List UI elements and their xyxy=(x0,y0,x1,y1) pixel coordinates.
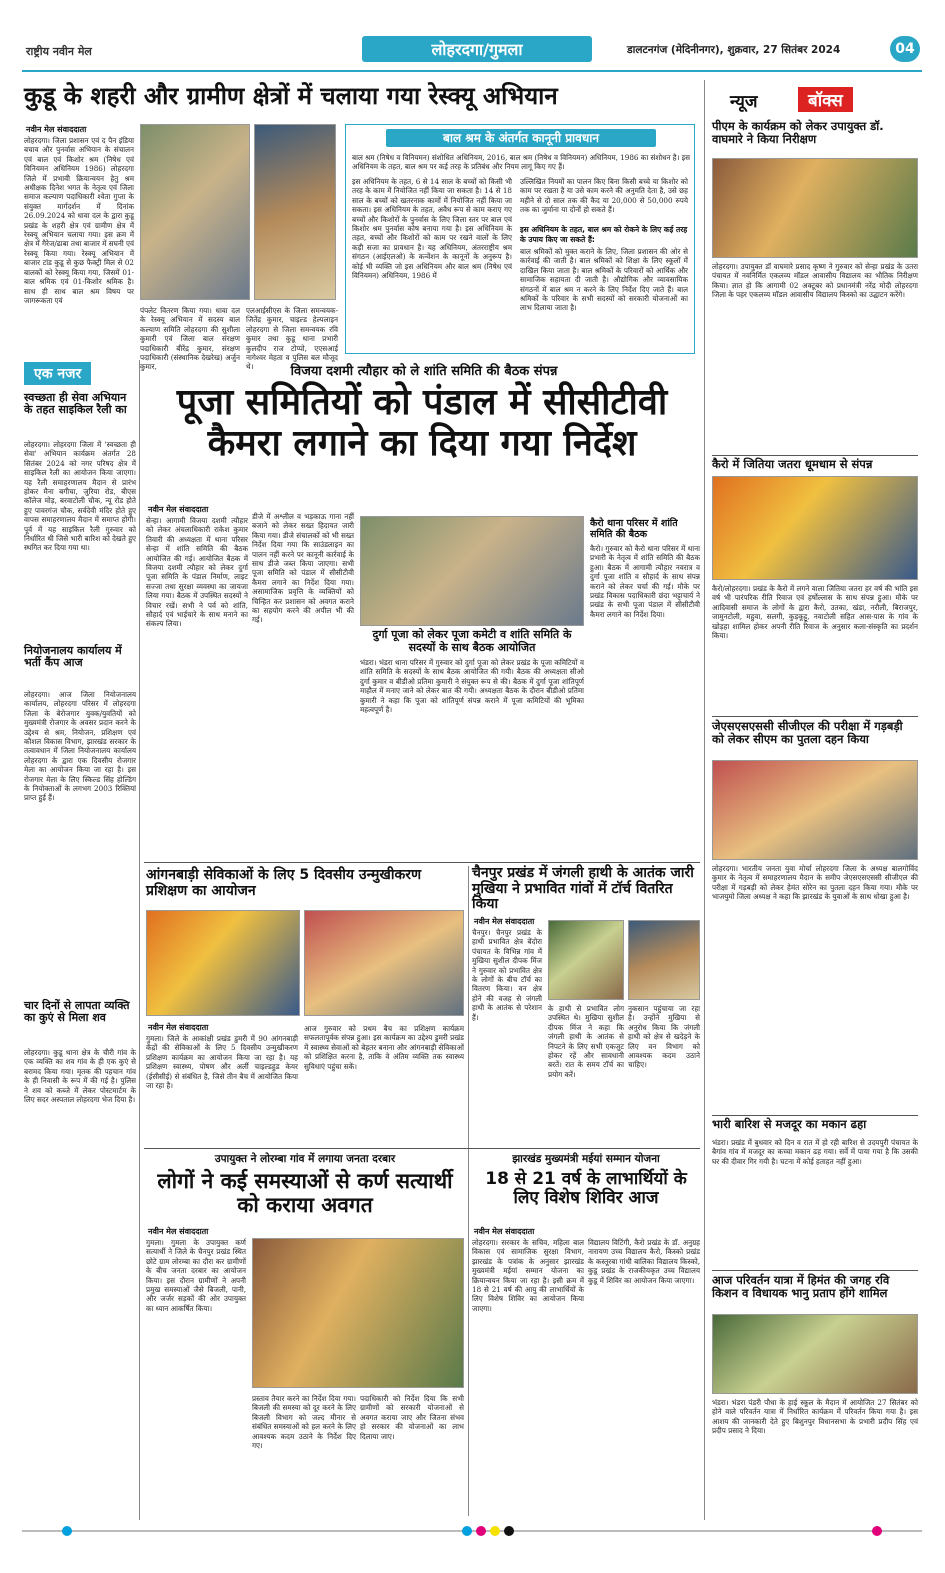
shivir-strap: झारखंड मुख्यमंत्री मईयां सम्मान योजना xyxy=(512,1153,660,1165)
puja-col3: भंडरा। भंडरा थाना परिसर में गुरुवार को दुर्गा पूजा को लेकर प्रखंड के पूजा कमिटियों व शांति समिति के सदस्यों के साथ बैठक आयोजित की गयी। बैठक की अध्यक्षता सीओ दुर्गा कुमार व बीडीओ प्रतिमा कुमारी ने संयुक्त रूप से की। बैठक में दुर्गा पूजा शांतिपूर्ण माहौल में मनाए जाने को लेकर बात की गयी। अध्यक्षता बैठक के दौरान बीडीओ प्रतिमा कुमारी ने कहा कि पूजा को शांतिपूर्ण संपन्न कराने में पूजा कमिटियों की भूमिका महत्वपूर्ण है। xyxy=(360,658,584,715)
legal-box-col1: इस अधिनियम के तहत, 6 से 14 साल के बच्चों को किसी भी तरह के काम में नियोजित नहीं किया जा सकता है। 14 से 18 साल के बच्चों को खतरनाक कामों में नियोजित नहीं किया जा सकता। इस अधिनियम के तहत, अवैध रूप से काम कराए गए बच्चों और किशोरों के पुनर्वास के लिए जिला स्तर पर बाल एवं किशोर श्रम पुनर्वास कोष बनाया गया है। इस अधिनियम के तहत, बच्चों और किशोरों को काम पर रखने वालों के लिए कड़ी सजा का प्रावधान है। यह अधिनियम, अंतरराष्ट्रीय श्रम संगठन (आईएलओ) के कन्वेंशन के कानूनों के अनुरूप है। कोई भी व्यक्ति जो इस अधिनियम और बाल श्रम (निषेध एवं विनियमन) अधिनियम, 1986 में xyxy=(352,177,512,281)
elephant-photo-1 xyxy=(548,920,624,1000)
nb-rule-1 xyxy=(712,455,918,456)
puja-byline: नवीन मेल संवाददाता xyxy=(148,505,209,514)
elephant-photo-2 xyxy=(628,920,700,1000)
magenta-dot xyxy=(476,1526,486,1536)
nb-rule-4 xyxy=(712,1270,918,1271)
magenta-dot-right xyxy=(872,1526,882,1536)
nb-item-3-photo xyxy=(712,760,918,860)
footer-rule xyxy=(22,1530,922,1532)
yellow-dot xyxy=(490,1526,500,1536)
elephant-col3: नुकसान पहुंचाया जा रहा है। उन्होंने मुखिया से अनुरोध किया कि जंगली हाथी को क्षेत्र से खदेड़ने के लिए वन विभाग को आवश्यक कदम उठाने चाहिए। xyxy=(628,1004,700,1070)
news-box-label-dark: न्यूज xyxy=(730,92,758,112)
masthead xyxy=(22,34,922,68)
anganbadi-col1: गुमला। जिले के आकांक्षी प्रखंड डुमरी में 90 आंगनबाड़ी केंद्रों की सेविकाओं के लिए 5 दिवसीय उन्मुखीकरण प्रशिक्षण कार्यक्रम का आयोजन किया जा रहा है। यह प्रशिक्षण स्वास्थ्य, पोषण और अर्ली चाइल्डहुड केयर (ईसीसीई) से संबंधित है, जिसे तीन बैच में आयोजित किया जा रहा है। xyxy=(146,1034,298,1091)
legal-box-col2b: बाल श्रमिकों को मुक्त कराने के लिए, जिला प्रशासन की ओर से कार्रवाई की जाती है। बाल श्रमिकों को शिक्षा के लिए स्कूलों में दाखिल किया जाता है। बाल श्रमिकों के परिवारों को आर्थिक और सामाजिक सहायता दी जाती है। औद्योगिक और व्यावसायिक संगठनों में बाल श्रम न करने के लिए निर्देश दिए जाते हैं। बाल श्रमिकों के परिवार के सभी सदस्यों को सरकारी योजनाओं का लाभ दिलाया जाता है। xyxy=(520,247,688,313)
nb-item-2-body: कैरो/लोहरदगा। प्रखंड के कैरो में लगने वाला जितिया जतरा हर वर्ष की भांति इस वर्ष भी पारंपरिक रीति रिवाज एवं हर्षोल्लास के साथ संपन्न हुआ। मौके पर आदिवासी समाज के लोगों के द्वारा कैरो, उतका, खंडा, नरौली, बिराजपुर, जामुनटोली, महुवा, सलगी, कुड़कूट्टू, नवाटोली सहित आस-पास के गांव के खोड़हा शामिल होकर अपनी रीति रिवाज के अनुसार कला-संस्कृति का प्रदर्शन किया। xyxy=(712,584,918,641)
nb-item-4-body: भंडरा। प्रखंड में बुधवार को दिन व रात में हो रही बारिश से उदयपुरी पंचायत के बैगांव गांव में मजदूर का कच्चा मकान ढह गया। सर्वे में पाया गया है कि उसकी घर की दीवार गिर गयी है। घटना में कोई हताहत नहीं हुआ। xyxy=(712,1138,918,1166)
ek-nazar-item-3-title: चार दिनों से लापता व्यक्ति का कुएं से मिला शव xyxy=(24,999,130,1025)
puja-col4: कैरो। गुरुवार को कैरो थाना परिसर में थाना प्रभारी के नेतृत्व में शांति समिति की बैठक हुआ। बैठक में आगामी त्यौहार नवरात्र व दुर्गा पूजा शांति व सौहार्द के साथ संपन्न कराने को लेकर चर्चा की गई। मौके पर प्रखंड विकास पदाधिकारी छंदा भट्टाचार्य ने प्रखंड के सभी पूजा पंडाल में सीसीटीवी कैमरा लगाने का निर्देश दिया। xyxy=(590,544,700,619)
nb-rule-2 xyxy=(712,716,918,717)
anganbadi-photo-1 xyxy=(146,910,300,1016)
puja-headline: पूजा समितियों को पंडाल में सीसीटीवी कैमरा लगाने का दिया गया निर्देश xyxy=(176,382,668,465)
mid-rule-h xyxy=(144,1148,700,1149)
lead-headline: कुडू के शहरी और ग्रामीण क्षेत्रों में चलाया गया रेस्क्यू अभियान xyxy=(24,82,558,110)
nb-rule-3 xyxy=(712,1115,918,1116)
lead-body: लोहरदगा। जिला प्रशासन एवं द पैन इंडिया बचाव और पुनर्वास अभियान के संचालन एवं बाल एवं किशोर श्रम (निषेध एवं विनियमन अधिनियम 1986) लोहरदगा जिले में प्रभावी क्रियान्वयन हेतु श्रम अधीक्षक दिनेश भगत के नेतृत्व एवं जिला समाज कल्याण पदाधिकारी श्वेता गुप्ता के संयुक्त मार्गदर्शन में दिनांक 26.09.2024 को धावा दल के द्वारा कुडू प्रखंड के शहरी क्षेत्र एवं ग्रामीण क्षेत्र में रेस्क्यू अभियान चलाया गया। इस क्रम में क्षेत्र में गैरेज/ढाबा तथा बाजार में सघनी एवं रेस्क्यू किया गया। रेस्क्यू अभियान में बाजार टांड कुडू से कुछ फैक्ट्री मिल से 02 बालकों को रेस्क्यू किया गया, जिसमें 01-बाल श्रमिक एवं 01-किशोर श्रमिक है। साथ ही साथ बाल श्रम विषय पर जागरूकता एवं xyxy=(24,136,134,305)
legal-box xyxy=(345,124,695,354)
ek-nazar-item-1-body: लोहरदगा। लोहरदगा जिला में 'स्वच्छता ही सेवा' अभियान कार्यक्रम अंतर्गत 28 सितंबर 2024 को नगर परिषद क्षेत्र में साइकिल रैली का आयोजन किया जाएगा। यह रैली समाहरणालय मैदान से प्रारंभ होकर मैना बगीचा, जुरिया रोड, बीएस कॉलेज मोड़, बरवाटोली चौक, न्यू रोड होते हुए पावरगंज चौक, सर्वदेवी मंदिर होते हुए वापस समाहरणालय मैदान में समाप्त होगी। पूर्व में यह साइकिल रैली गुरुवार को निर्धारित थी जिसे भारी बारिश को देखते हुए स्थगित कर दिया गया था। xyxy=(24,440,136,553)
legal-box-col2: उल्लिखित नियमों का पालन किए बिना किसी बच्चे या किशोर को काम पर रखता है या उसे काम करने की अनुमति देता है, उसे छह महीने से दो साल तक की कैद या 20,000 से 50,000 रुपये तक का जुर्माना या दोनों हो सकते हैं। xyxy=(520,177,688,215)
legal-box-subhead: इस अधिनियम के तहत, बाल श्रम को रोकने के लिए कई तरह के उपाय किए जा सकते हैं: xyxy=(520,225,688,244)
kairo-caption: कैरो थाना परिसर में शांति समिति की बैठक xyxy=(590,518,678,541)
nb-item-2-title: कैरो में जितिया जतरा धूमधाम से संपन्न xyxy=(712,457,873,471)
lead-byline: नवीन मेल संवाददाता xyxy=(26,125,87,134)
ek-nazar-item-3-body: लोहरदगा। कुडू थाना क्षेत्र के चीरी गांव के एक व्यक्ति का शव गांव के ही एक कुएं से बरामद किया गया। मृतक की पहचान गांव के ही निवासी के रूप में की गई है। पुलिस ने शव को कब्जे में लेकर पोस्टमार्टम के लिए सदर अस्पताल लोहरदगा भेज दिया है। xyxy=(24,1048,136,1105)
dateline: डालटनगंज (मेदिनीनगर), शुक्रवार, 27 सितंबर 2024 xyxy=(627,44,841,56)
puja-photo xyxy=(360,516,584,626)
masthead-rule xyxy=(22,70,922,72)
lead-photo-1 xyxy=(140,124,250,300)
ek-nazar-item-1-title: स्वच्छता ही सेवा अभियान के तहत साइकिल रैली का xyxy=(24,391,127,417)
ek-nazar-item-2-title: नियोजनालय कार्यालय में भर्ती कैंप आज xyxy=(24,644,122,670)
nb-item-2-photo xyxy=(712,476,918,580)
ek-nazar-tag xyxy=(24,362,134,384)
elephant-headline: चैनपुर प्रखंड में जंगली हाथी के आतंक जारी मुखिया ने प्रभावित गांवों में टॉर्च वितरित किया xyxy=(472,865,694,913)
shivir-col2: विद्यालय विटिंगी, कैरो प्रखंड के डॉ. अनुग्रह नारायण उच्च विद्यालय कैरो, किस्को प्रखंड के कस्तूरबा गांधी बालिका विद्यालय किस्को, कुडू प्रखंड के राजकीयकृत उच्च विद्यालय कुडू में शिविर का आयोजन किया जाएगा। xyxy=(588,1238,700,1285)
lead-body-2: पंपलेट वितरण किया गया। धावा दल के रेस्क्यू अभियान में सदस्य बाल कल्याण समिति लोहरदगा की सुशीला कुमारी एवं जिला बाल संरक्षण पदाधिकारी बीरेंद्र कुमार, संरक्षण पदाधिकारी (संस्थानिक देखरेख) अर्जुन कुमार, xyxy=(140,306,240,372)
section-title: लोहरदगा/गुमला xyxy=(431,40,523,59)
mid-rule xyxy=(468,866,469,1516)
puja-col2: डीजे में अश्लील व भड़काऊ गाना नहीं बजाने को लेकर सख्त हिदायत जारी किया गया। डीजे संचालकों को भी सख्त निर्देश दिया गया कि साउंडलाइन का पालन नहीं करने पर कानूनी कार्रवाई के साथ डीजे जब्त किया जाएगा। सभी पूजा समिति को पंडाल में सीसीटीवी कैमरा लगाने का निर्देश दिया गया। असामाजिक प्रवृत्ति के व्यक्तियों को चिन्हित कर प्रशासन को अवगत कराने का सहयोग करने की अपील भी की गई। xyxy=(252,512,354,625)
elephant-col2: के हाथी से प्रभावित लोग उपस्थित थे। मुखिया सुशील दीपक मिंज ने कहा कि जंगली हाथी के आतंक से निपटने के लिए सभी एकजुट होकर रहें और सावधानी बरतें। रात के समय टॉर्च का प्रयोग करें। xyxy=(548,1004,624,1079)
lead-body-3: एलआईसीएस के जिला समन्वयक-जितेंद्र कुमार, चाइल्ड हेल्पलाइन लोहरदगा से जिला समन्वयक रवि कुमार तथा कुडू थाना प्रभारी कुलदीप राज टोप्पो, एएसआई नागेश्वर मेहता व पुलिस बल मौजूद थे। xyxy=(246,306,338,372)
nb-item-3-title: जेएसएसएससी सीजीएल की परीक्षा में गड़बड़ी को लेकर सीएम का पुतला दहन किया xyxy=(712,719,903,746)
elephant-col1: चैनपुर। चैनपुर प्रखंड के हाथी प्रभावित क्षेत्र बेंदोरा पंचायत के विभिन्न गांव में मुखिया सुशील दीपक मिंज ने गुरुवार को प्रभावित क्षेत्र के लोगों के बीच टॉर्च का वितरण किया। वन क्षेत्र होने की वजह से जंगली हाथी के आतंक से परेशान हैं। xyxy=(472,928,542,1022)
shivir-headline: 18 से 21 वर्ष के लाभार्थियों के लिए विशेष शिविर आज xyxy=(485,1169,687,1209)
legal-box-title: बाल श्रम के अंतर्गत कानूनी प्रावधान xyxy=(386,129,656,147)
nb-item-1-photo xyxy=(712,158,918,258)
lormba-headline: लोगों ने कई समस्याओं से कर्ण सत्यार्थी को कराया अवगत xyxy=(157,1169,453,1217)
lormba-strap: उपायुक्त ने लोरम्बा गांव में लगाया जनता दरबार xyxy=(214,1153,396,1165)
legal-box-intro: बाल श्रम (निषेध व विनियमन) संशोधित अधिनियम, 2016, बाल श्रम (निषेध व विनियमन) अधिनियम, 1986 का संशोधन है। इस अधिनियम के तहत, बाल श्रम पर कई तरह के प्रतिबंध और नियम लागू किए गए हैं। xyxy=(352,153,690,172)
nb-item-4-title: भारी बारिश से मजदूर का मकान ढहा xyxy=(712,1117,867,1131)
elephant-byline: नवीन मेल संवाददाता xyxy=(474,917,535,926)
news-box-label-accent: बॉक्स xyxy=(798,87,853,112)
shivir-byline: नवीन मेल संवाददाता xyxy=(474,1227,535,1236)
ek-nazar-item-2-body: लोहरदगा। आज जिला नियोजनालय कार्यालय, लोहरदगा परिसर में लोहरदगा जिला के बेरोजगार युवक/युवतियों को मुख्यमंत्री रोजगार के अवसर प्रदान करने के उद्देश्य से श्रम, नियोजन, प्रशिक्षण एवं कौशल विकास विभाग, झारखंड सरकार के तत्वावधान में जिला नियोजनालय कार्यालय लोहरदगा के द्वारा एक दिवसीय रोजगार मेला का आयोजन किया जा रहा है। इस रोजगार मेला के लिए स्किल्ड सिंह होल्डिंग के नियोक्ताओं के लगभग 2003 रिक्तियां प्राप्त हुई हैं। xyxy=(24,690,136,803)
paper-name: राष्ट्रीय नवीन मेल xyxy=(26,45,92,58)
lormba-col1: गुमला। गुमला के उपायुक्त कर्ण सत्यार्थी ने जिले के चैनपुर प्रखंड स्थित छोटे ग्राम लोरम्बा का दौरा कर ग्रामीणों के बीच जनता दरबार का आयोजन किया। इस दौरान ग्रामीणों ने अपनी प्रमुख समस्याओं जैसे बिजली, पानी, और जर्जर सड़कों की ओर उपायुक्त का ध्यान आकर्षित किया। xyxy=(146,1238,246,1313)
puja-col1: सेन्हा। आगामी विजया दशमी त्यौहार को लेकर अंचलाधिकारी राकेश कुमार तिवारी की अध्यक्षता में थाना परिसर सेन्हा में शांति समिति की बैठक आयोजित की गई। आयोजित बैठक में विजया दशमी त्यौहार को लेकर दुर्गा पूजा समिति के पंडाल निर्माण, लाइट सज्जा तथा सुरक्षा व्यवस्था का जायजा लिया गया। बैठक में उपस्थित सदस्यों ने विचार रखें। सभी ने पर्व को शांति, सौहार्द एवं भाईचारे के साथ मनाने का संकल्प लिया। xyxy=(146,516,248,629)
nb-item-1-body: लोहरदगा। उपायुक्त डॉ वाघमारे प्रसाद कृष्ण ने गुरुवार को सेन्हा प्रखंड के उतरा पंचायत में नवनिर्मित एकलव्य मॉडल आवासीय विद्यालय का भौतिक निरीक्षण किया। ज्ञात हो कि आगामी 02 अक्टूबर को प्रधानमंत्री नरेंद्र मोदी लोहरदगा जिला के पहर एकलव्य मॉडल आवासीय विद्यालय किस्को का उद्घाटन करेंगे। xyxy=(712,262,918,300)
lormba-col3: पदाधिकारी को निर्देश दिया कि सभी ग्रामीणों को सरकारी योजनाओं से अवगत कराया जाए और जितना संभव हो सरकार की योजनाओं का लाभ दिलाया जाए। xyxy=(360,1394,464,1441)
lead-photo-2 xyxy=(254,124,336,300)
anganbadi-col2: आज गुरुवार को प्रथम बैच का प्रशिक्षण कार्यक्रम सफलतापूर्वक संपन्न हुआ। इस कार्यक्रम का उद्देश्य डुमरी प्रखंड में स्वास्थ्य सेवाओं को बेहतर बनाना और आंगनबाड़ी सेविकाओं को प्रशिक्षित करना है, ताकि वे अंतिम व्यक्ति तक स्वास्थ्य सुविधाएं पहुंचा सकें। xyxy=(304,1024,464,1071)
footer-bar xyxy=(22,1524,922,1538)
puja-strap: विजया दशमी त्यौहार को ले शांति समिति की बैठक संपन्न xyxy=(290,364,558,379)
news-box-tag xyxy=(710,84,920,114)
cyan-dot xyxy=(462,1526,472,1536)
page-number: 04 xyxy=(890,36,920,62)
anganbadi-photo-2 xyxy=(304,910,464,1016)
ek-nazar-label: एक नजर xyxy=(24,362,91,385)
lormba-col2: प्रस्ताव तैयार करने का निर्देश दिया गया। बिजली की समस्या को दूर करने के लिए बिजली विभाग को जल्द मीनार से संबंधित समस्याओं को हल करने के लिए आवश्यक कदम उठाने के निर्देश दिए गए। xyxy=(252,1394,356,1451)
cyan-dot-left xyxy=(62,1526,72,1536)
nb-item-1-title: पीएम के कार्यक्रम को लेकर उपायुक्त डॉ. वाघमारे ने किया निरीक्षण xyxy=(712,119,884,146)
anganbadi-headline: आंगनबाड़ी सेविकाओं के लिए 5 दिवसीय उन्मुखीकरण प्रशिक्षण का आयोजन xyxy=(146,867,422,899)
lormba-byline: नवीन मेल संवाददाता xyxy=(148,1227,209,1236)
nb-item-5-photo xyxy=(712,1314,918,1394)
left-column-rule xyxy=(139,360,140,1520)
lormba-photo xyxy=(252,1238,464,1388)
nb-item-5-body: भंडरा। भंडरा पंडरी पौधा के हाई स्कूल के मैदान में आयोजित 27 सितंबर को होने वाले परिवर्तन यात्रा में निर्धारित कार्यक्रम में परिवर्तन किया गया है। इस आशय की जानकारी देते हुए बिशुनपुर विधानसभा के प्रभारी प्रदीप सिंह एवं प्रदीप प्रसाद ने दिया। xyxy=(712,1398,918,1436)
nb-item-5-title: आज परिवर्तन यात्रा में हिमंत की जगह रवि किशन व विधायक भानु प्रताप होंगे शामिल xyxy=(712,1273,890,1300)
nb-item-3-body: लोहरदगा। भारतीय जनता युवा मोर्चा लोहरदगा जिला के अध्यक्ष बालगोविंद कुमार के नेतृत्व में समाहरणालय मैदान के समीप जेएसएसएससी सीजीएल की परीक्षा में गड़बड़ी को लेकर हेमंत सोरेन का पुतला दहन किया गया। मौके पर भाजयुमो जिला अध्यक्ष ने कहा कि झारखंड के युवाओं के साथ धोखा हुआ है। xyxy=(712,864,918,902)
right-column-rule xyxy=(704,80,705,1520)
black-dot xyxy=(504,1526,514,1536)
anganbadi-byline: नवीन मेल संवाददाता xyxy=(148,1023,209,1032)
shivir-col1: लोहरदगा। सरकार के सचिव, महिला बाल विकास एवं सामाजिक सुरक्षा विभाग, झारखंड के पत्रांक के अनुसार झारखंड मुख्यमंत्री मईयां सम्मान योजना का क्रियान्वयन किया जा रहा है। इसी क्रम में 18 से 21 वर्ष की आयु की लाभार्थियों के लिए विशेष शिविर का आयोजन किया जाएगा। xyxy=(472,1238,584,1313)
puja-rule xyxy=(144,862,700,863)
puja-photo2-caption: दुर्गा पूजा को लेकर पूजा कमेटी व शांति समिति के सदस्यों के साथ बैठक आयोजित xyxy=(372,628,572,655)
